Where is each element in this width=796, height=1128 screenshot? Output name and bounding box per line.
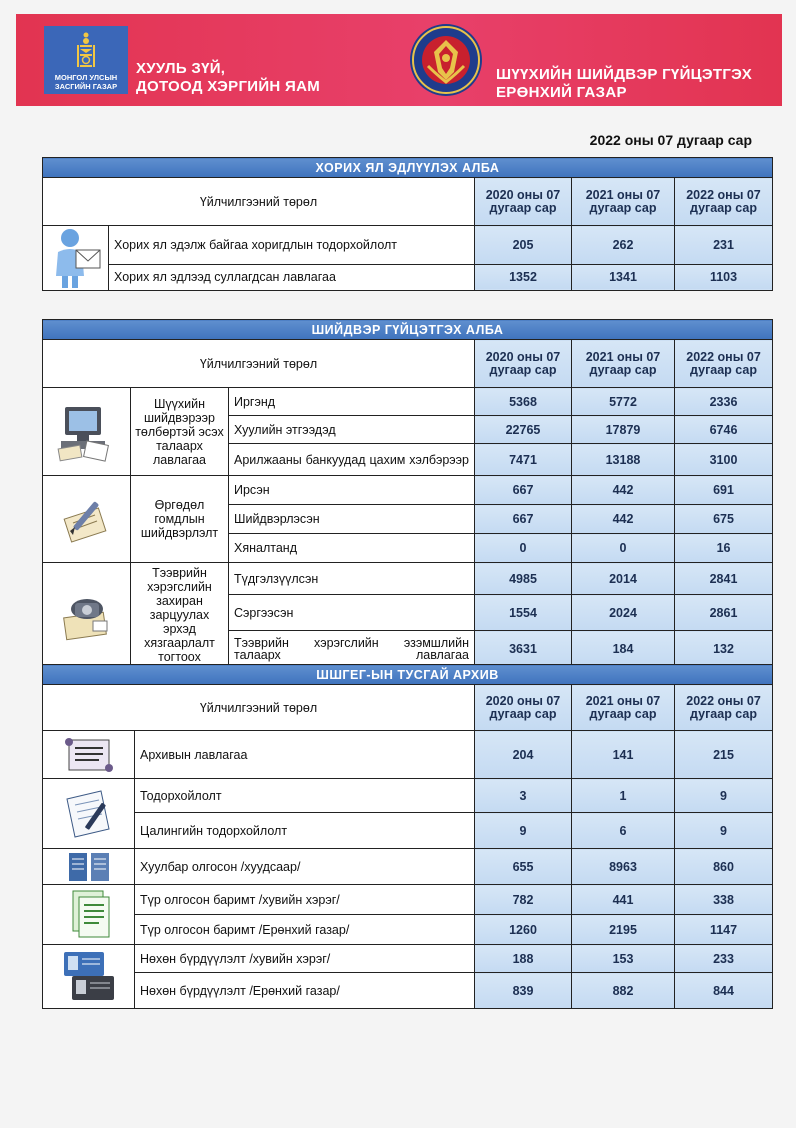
value-cell: 2336 bbox=[675, 388, 773, 416]
value-cell: 9 bbox=[475, 813, 572, 849]
row-label: Түр олгосон баримт /Ерөнхий газар/ bbox=[135, 915, 475, 945]
value-cell: 5368 bbox=[475, 388, 572, 416]
value-cell: 667 bbox=[475, 476, 572, 505]
value-cell: 9 bbox=[675, 813, 773, 849]
value-cell: 231 bbox=[675, 226, 773, 265]
id-cards-icon bbox=[43, 945, 135, 1009]
government-logo-text: МОНГОЛ УЛСЫН ЗАСГИЙН ГАЗАР bbox=[54, 73, 118, 91]
year-header-2021: 2021 оны 07 дугаар сар bbox=[572, 685, 675, 731]
row-label: Нөхөн бүрдүүлэлт /Ерөнхий газар/ bbox=[135, 973, 475, 1009]
row-label: Түдгэлзүүлсэн bbox=[229, 563, 475, 595]
value-cell: 691 bbox=[675, 476, 773, 505]
row-label: Архивын лавлагаа bbox=[135, 731, 475, 779]
row-label: Цалингийн тодорхойлолт bbox=[135, 813, 475, 849]
row-label: Шийдвэрлэсэн bbox=[229, 505, 475, 534]
row-label: Сэргээсэн bbox=[229, 595, 475, 631]
value-cell: 13188 bbox=[572, 444, 675, 476]
group-label: Тээврийн хэрэгслийн захиран зарцуулах эрхэд хязгаарлалт тогтоох bbox=[131, 563, 229, 667]
value-cell: 441 bbox=[572, 885, 675, 915]
value-cell: 6 bbox=[572, 813, 675, 849]
row-label: Иргэнд bbox=[229, 388, 475, 416]
year-header-2020: 2020 оны 07 дугаар сар bbox=[475, 685, 572, 731]
value-cell: 215 bbox=[675, 731, 773, 779]
value-cell: 338 bbox=[675, 885, 773, 915]
section-title: ШШГЕГ-ЫН ТУСГАЙ АРХИВ bbox=[43, 665, 773, 685]
year-header-2020: 2020 оны 07 дугаар сар bbox=[475, 340, 572, 388]
year-header-2021: 2021 оны 07 дугаар сар bbox=[572, 178, 675, 226]
row-label: Хорих ял эдлээд суллагдсан лавлагаа bbox=[109, 264, 475, 290]
value-cell: 2195 bbox=[572, 915, 675, 945]
value-cell: 1147 bbox=[675, 915, 773, 945]
value-cell: 860 bbox=[675, 849, 773, 885]
computer-papers-icon bbox=[43, 388, 131, 476]
value-cell: 0 bbox=[475, 534, 572, 563]
value-cell: 882 bbox=[572, 973, 675, 1009]
value-cell: 844 bbox=[675, 973, 773, 1009]
value-cell: 22765 bbox=[475, 416, 572, 444]
value-cell: 16 bbox=[675, 534, 773, 563]
section-special-archive bbox=[42, 664, 773, 1009]
report-date: 2022 оны 07 дугаар сар bbox=[589, 132, 752, 148]
value-cell: 2861 bbox=[675, 595, 773, 631]
green-documents-icon bbox=[43, 885, 135, 945]
phone-papers-icon bbox=[43, 563, 131, 667]
value-cell: 17879 bbox=[572, 416, 675, 444]
value-cell: 7471 bbox=[475, 444, 572, 476]
value-cell: 1 bbox=[572, 779, 675, 813]
value-cell: 8963 bbox=[572, 849, 675, 885]
section-enforcement-service bbox=[42, 319, 773, 667]
row-label: Хяналтанд bbox=[229, 534, 475, 563]
service-type-header: Үйлчилгээний төрөл bbox=[43, 178, 475, 226]
value-cell: 782 bbox=[475, 885, 572, 915]
value-cell: 262 bbox=[572, 226, 675, 265]
value-cell: 2024 bbox=[572, 595, 675, 631]
person-envelope-icon bbox=[43, 226, 109, 291]
value-cell: 1103 bbox=[675, 264, 773, 290]
row-label: Хуулбар олгосон /хуудсаар/ bbox=[135, 849, 475, 885]
section-prison-service bbox=[42, 157, 773, 291]
value-cell: 442 bbox=[572, 505, 675, 534]
row-label: Арилжааны банкуудад цахим хэлбэрээр bbox=[229, 444, 475, 476]
group-label: Өргөдөл гомдлын шийдвэрлэлт bbox=[131, 476, 229, 563]
year-header-2021: 2021 оны 07 дугаар сар bbox=[572, 340, 675, 388]
value-cell: 205 bbox=[475, 226, 572, 265]
value-cell: 184 bbox=[572, 631, 675, 667]
year-header-2020: 2020 оны 07 дугаар сар bbox=[475, 178, 572, 226]
value-cell: 675 bbox=[675, 505, 773, 534]
value-cell: 132 bbox=[675, 631, 773, 667]
group-label: Шүүхийн шийдвэрээр төлбөртэй эсэх талаарх лавлагаа bbox=[131, 388, 229, 476]
value-cell: 3 bbox=[475, 779, 572, 813]
row-label: Хорих ял эдэлж байгаа хоригдлын тодорхойлолт bbox=[109, 226, 475, 265]
ministry-name: ХУУЛЬ ЗҮЙ, ДОТООД ХЭРГИЙН ЯАМ bbox=[136, 60, 321, 95]
value-cell: 3631 bbox=[475, 631, 572, 667]
year-header-2022: 2022 оны 07 дугаар сар bbox=[675, 178, 773, 226]
agency-emblem-icon bbox=[408, 22, 484, 98]
paper-pen-icon bbox=[43, 779, 135, 849]
row-label: Хуулийн этгээдэд bbox=[229, 416, 475, 444]
value-cell: 839 bbox=[475, 973, 572, 1009]
value-cell: 1352 bbox=[475, 264, 572, 290]
value-cell: 2841 bbox=[675, 563, 773, 595]
pen-document-icon bbox=[43, 476, 131, 563]
row-label: Түр олгосон баримт /хувийн хэрэг/ bbox=[135, 885, 475, 915]
value-cell: 153 bbox=[572, 945, 675, 973]
agency-name: ШҮҮХИЙН ШИЙДВЭР ГҮЙЦЭТГЭХ ЕРӨНХИЙ ГАЗАР bbox=[496, 66, 753, 101]
value-cell: 0 bbox=[572, 534, 675, 563]
service-type-header: Үйлчилгээний төрөл bbox=[43, 340, 475, 388]
value-cell: 6746 bbox=[675, 416, 773, 444]
value-cell: 141 bbox=[572, 731, 675, 779]
value-cell: 442 bbox=[572, 476, 675, 505]
value-cell: 188 bbox=[475, 945, 572, 973]
service-type-header: Үйлчилгээний төрөл bbox=[43, 685, 475, 731]
header-banner bbox=[16, 14, 782, 106]
soyombo-icon bbox=[76, 32, 96, 68]
value-cell: 1260 bbox=[475, 915, 572, 945]
scroll-list-icon bbox=[43, 731, 135, 779]
value-cell: 667 bbox=[475, 505, 572, 534]
value-cell: 233 bbox=[675, 945, 773, 973]
year-header-2022: 2022 оны 07 дугаар сар bbox=[675, 340, 773, 388]
section-title: ШИЙДВЭР ГҮЙЦЭТГЭХ АЛБА bbox=[43, 320, 773, 340]
row-label: Тодорхойлолт bbox=[135, 779, 475, 813]
value-cell: 5772 bbox=[572, 388, 675, 416]
row-label: Нөхөн бүрдүүлэлт /хувийн хэрэг/ bbox=[135, 945, 475, 973]
value-cell: 655 bbox=[475, 849, 572, 885]
value-cell: 1341 bbox=[572, 264, 675, 290]
value-cell: 2014 bbox=[572, 563, 675, 595]
government-logo bbox=[44, 26, 128, 94]
value-cell: 4985 bbox=[475, 563, 572, 595]
row-label: Тээврийн хэрэгслийн эзэмшлийн талаарх лавлагаа bbox=[229, 631, 475, 667]
year-header-2022: 2022 оны 07 дугаар сар bbox=[675, 685, 773, 731]
value-cell: 204 bbox=[475, 731, 572, 779]
value-cell: 1554 bbox=[475, 595, 572, 631]
document-copies-icon bbox=[43, 849, 135, 885]
value-cell: 3100 bbox=[675, 444, 773, 476]
value-cell: 9 bbox=[675, 779, 773, 813]
row-label: Ирсэн bbox=[229, 476, 475, 505]
section-title: ХОРИХ ЯЛ ЭДЛҮҮЛЭХ АЛБА bbox=[43, 158, 773, 178]
